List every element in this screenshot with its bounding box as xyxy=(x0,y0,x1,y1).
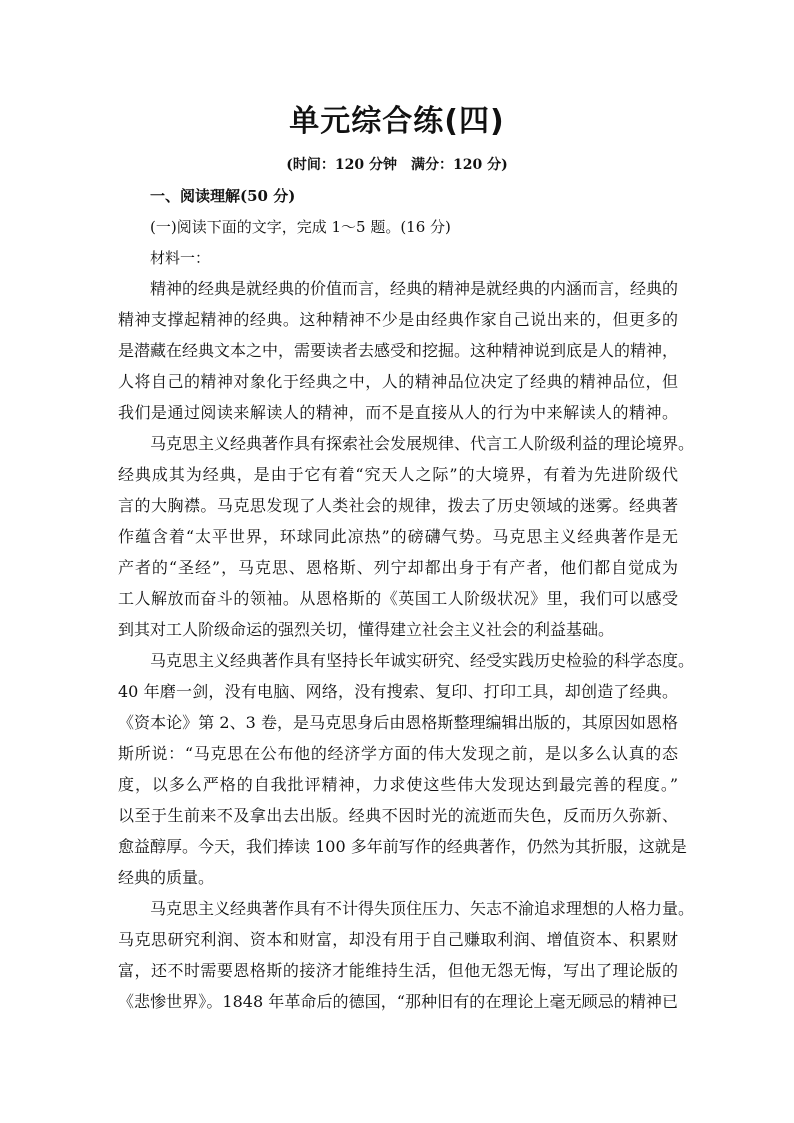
page-title: 单元综合练(四) xyxy=(289,104,505,139)
material-label: 材料一： xyxy=(150,249,211,267)
paragraph-line: 40 年磨一剑，没有电脑、网络，没有搜索、复印、打印工具，却创造了经典。 xyxy=(118,682,678,701)
paragraph-line: 马克思主义经典著作具有不计得失顶住压力、矢志不渝追求理想的人格力量。 xyxy=(150,899,695,918)
section-heading: 一、阅读理解(50 分) xyxy=(150,187,296,205)
paragraph-line: 言的大胸襟。马克思发现了人类社会的规律，拨去了历史领域的迷雾。经典著 xyxy=(118,496,678,515)
paragraph-line: 精神的经典是就经典的价值而言，经典的精神是就经典的内涵而言，经典的 xyxy=(150,279,679,298)
paragraph-line: 《悲惨世界》。1848 年革命后的德国，“那种旧有的在理论上毫无顾忌的精神已 xyxy=(118,992,678,1011)
exam-info: (时间：120 分钟 满分：120 分) xyxy=(286,157,508,173)
paragraph-line: 马克思研究利润、资本和财富，却没有用于自己赚取利润、增值资本、积累财 xyxy=(118,930,678,949)
paragraph-line: 经典成其为经典，是由于它有着“究天人之际”的大境界，有着为先进阶级代 xyxy=(118,465,678,484)
paragraph-line: 愈益醇厚。今天，我们捧读 100 多年前写作的经典著作，仍然为其折服，这就是 xyxy=(118,837,687,856)
paragraph-line: 人将自己的精神对象化于经典之中，人的精神品位决定了经典的精神品位，但 xyxy=(118,372,678,391)
paragraph-line: 作蕴含着“太平世界，环球同此凉热”的磅礴气势。马克思主义经典著作是无 xyxy=(118,527,678,546)
paragraph-line: 工人解放而奋斗的领袖。从恩格斯的《英国工人阶级状况》里，我们可以感受 xyxy=(118,589,678,608)
paragraph-line: 产者的“圣经”，马克思、恩格斯、列宁却都出身于有产者，他们都自觉成为 xyxy=(118,558,678,577)
paragraph-line: 到其对工人阶级命运的强烈关切，懂得建立社会主义社会的利益基础。 xyxy=(118,620,615,639)
paragraph-line: 以至于生前来不及拿出去出版。经典不因时光的流逝而失色，反而历久弥新、 xyxy=(118,806,678,825)
paragraph-line: 马克思主义经典著作具有探索社会发展规律、代言工人阶级利益的理论境界。 xyxy=(150,434,695,453)
paragraph-line: 是潜藏在经典文本之中，需要读者去感受和挖掘。这种精神说到底是人的精神， xyxy=(118,341,679,360)
paragraph-line: 我们是通过阅读来解读人的精神，而不是直接从人的行为中来解读人的精神。 xyxy=(118,403,678,422)
paragraph-line: 马克思主义经典著作具有坚持长年诚实研究、经受实践历史检验的科学态度。 xyxy=(150,651,695,670)
paragraph-line: 经典的质量。 xyxy=(118,868,215,887)
paragraph-line: 《资本论》第 2、3 卷，是马克思身后由恩格斯整理编辑出版的，其原因如恩格 xyxy=(118,713,678,732)
paragraph-line: 斯所说：“马克思在公布他的经济学方面的伟大发现之前，是以多么认真的态 xyxy=(118,744,678,763)
paragraph-line: 度，以多么严格的自我批评精神，力求使这些伟大发现达到最完善的程度。” xyxy=(118,775,678,794)
question-intro: (一)阅读下面的文字，完成 1～5 题。(16 分) xyxy=(150,218,451,236)
paragraph-line: 精神支撑起精神的经典。这种精神不少是由经典作家自己说出来的，但更多的 xyxy=(118,310,678,329)
paragraph-line: 富，还不时需要恩格斯的接济才能维持生活，但他无怨无悔，写出了理论版的 xyxy=(118,961,678,980)
